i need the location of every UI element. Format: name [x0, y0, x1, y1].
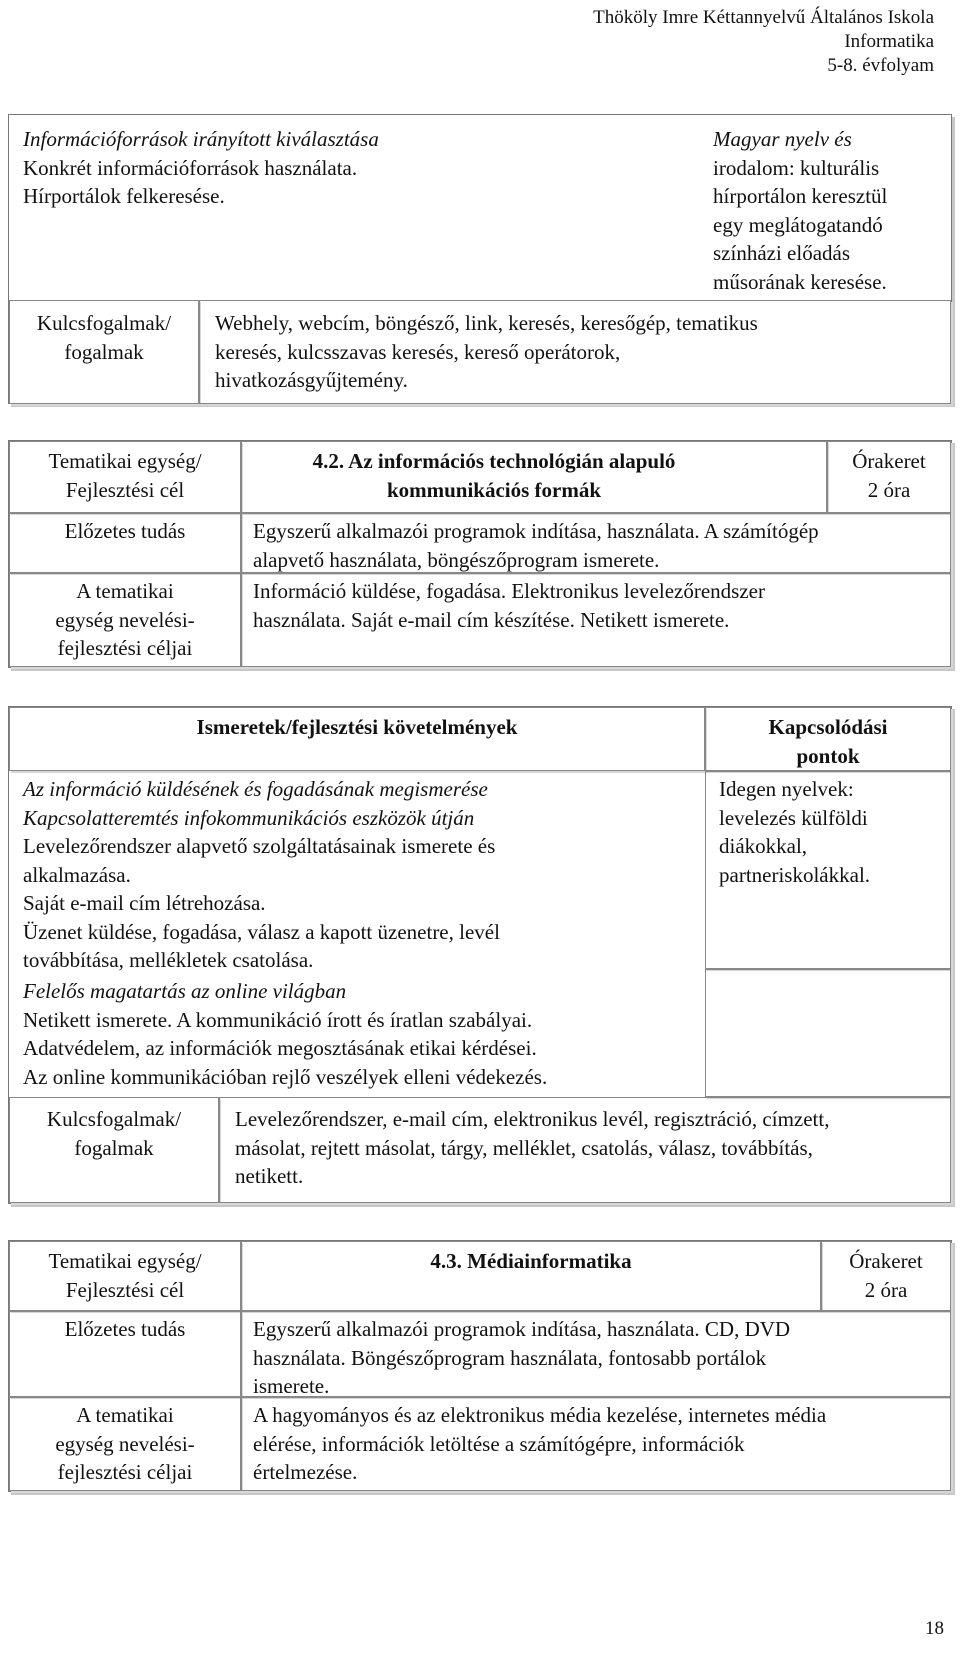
prior-text: Egyszerű alkalmazói programok indítása, használata. CD, DVD használata. Böngészőprogram használata, fontosabb portálok ismerete. — [253, 1317, 791, 1398]
hours-value: 2 óra — [864, 1277, 908, 1302]
page-number: 18 — [925, 1618, 944, 1639]
hours-label: Órakeret — [849, 1249, 923, 1273]
page-header — [593, 6, 934, 78]
key-concepts-text: Levelezőrendszer, e-mail cím, elektronikus levél, regisztráció, címzett, másolat, rejtett másolat, tárgy, melléklet, csatolás, válasz, továbbítás, netikett. — [235, 1107, 830, 1188]
subject-name: Informatika — [844, 31, 934, 52]
content-line: Magyar nyelv és — [713, 127, 852, 151]
goals-text: A hagyományos és az elektronikus média kezelése, internetes média elérése, információk letöltése a számítógépre, információk értelmezése. — [253, 1403, 827, 1484]
hours-value: 2 óra — [867, 477, 911, 502]
content-line: műsorának keresése. — [713, 269, 887, 294]
key-concepts-label: Kulcsfogalmak/ fogalmak — [36, 311, 172, 364]
hours-box — [827, 447, 951, 504]
content-line: egy meglátogatandó — [713, 212, 883, 237]
content-line: hírportálon keresztül — [713, 184, 888, 208]
content-line: irodalom: kulturális — [713, 155, 880, 180]
prior-label: Előzetes tudás — [64, 519, 186, 543]
school-name: Thököly Imre Kéttannyelvű Általános Iskola — [593, 7, 934, 28]
content-left — [23, 125, 379, 211]
requirements-block — [8, 706, 952, 1204]
requirements-text: Az információ küldésének és fogadásának megismerése Kapcsolatteremtés infokommunikációs eszközök útján Levelezőrendszer alapvető szolgáltatásainak ismerete és alkalmazása. Saját e-mail cím létrehozása. Üzenet küldése, fogadása, válasz a kapott üzenetre, levél továbbítása, mellékletek csatolása. — [23, 777, 500, 972]
req-header: Ismeretek/fejlesztési követelmények — [196, 715, 518, 739]
links-text: Idegen nyelvek: levelezés külföldi diákokkal, partneriskolákkal. — [719, 777, 871, 887]
links-header: Kapcsolódási pontok — [768, 715, 888, 768]
topic-block-4-3 — [8, 1240, 952, 1492]
key-concepts-label: Kulcsfogalmak/ fogalmak — [46, 1107, 182, 1160]
unit-label: Tematikai egység/ Fejlesztési cél — [48, 1249, 202, 1302]
prior-text: Egyszerű alkalmazói programok indítása, használata. A számítógép alapvető használata, böngészőprogram ismerete. — [253, 519, 819, 572]
content-right — [713, 125, 887, 296]
goals-text: Információ küldése, fogadása. Elektronikus levelezőrendszer használata. Saját e-mail cím készítése. Netikett ismerete. — [253, 579, 765, 632]
hours-label: Órakeret — [852, 449, 926, 473]
unit-label: Tematikai egység/ Fejlesztési cél — [48, 449, 202, 502]
content-line: Konkrét információforrások használata. — [23, 155, 358, 180]
key-concepts-text: Webhely, webcím, böngésző, link, keresés, keresőgép, tematikus keresés, kulcsszavas keresés, kereső operátorok, hivatkozásgyűjtemény. — [215, 311, 758, 392]
hours-box — [821, 1247, 951, 1304]
grade-range: 5-8. évfolyam — [827, 55, 934, 76]
unit-title: 4.3. Médiainformatika — [430, 1249, 632, 1273]
topic-block-continued — [8, 114, 952, 404]
content-line: Hírportálok felkeresése. — [23, 184, 225, 208]
links-empty-cell — [705, 969, 951, 1097]
goals-label: A tematikai egység nevelési- fejlesztési céljai — [55, 579, 195, 660]
prior-label: Előzetes tudás — [64, 1317, 186, 1341]
unit-title: 4.2. Az információs technológián alapuló kommunikációs formák — [312, 449, 676, 502]
content-line: Információforrások irányított kiválasztása — [23, 127, 379, 151]
topic-block-4-2 — [8, 440, 952, 668]
goals-label: A tematikai egység nevelési- fejlesztési céljai — [55, 1403, 195, 1484]
requirements-text-2: Felelős magatartás az online világban Netikett ismerete. A kommunikáció írott és íratlan szabályai. Adatvédelem, az információk megosztásának etikai kérdései. Az online kommunikációban rejlő veszélyek elleni védekezés. — [23, 979, 548, 1089]
content-line: színházi előadás — [713, 241, 851, 265]
